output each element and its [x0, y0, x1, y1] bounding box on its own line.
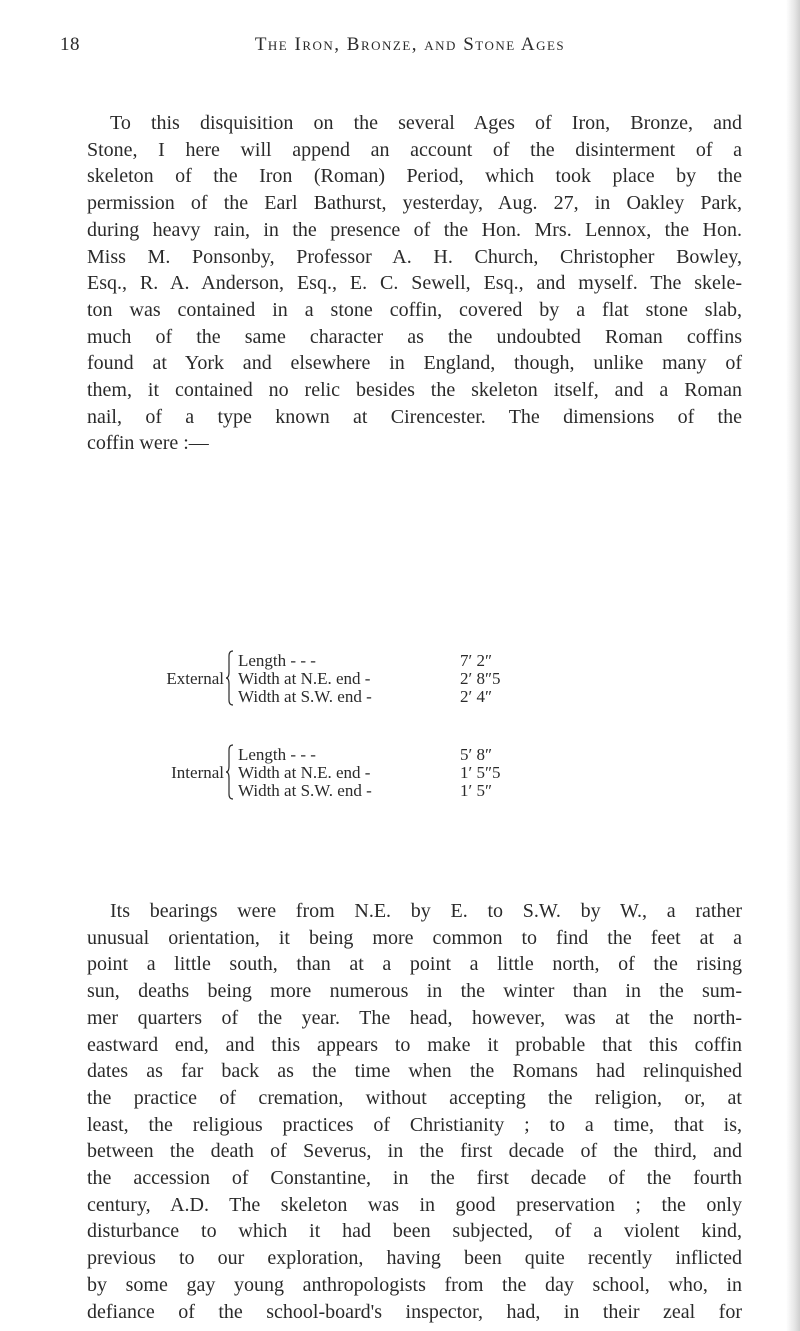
text-line: skeleton of the Iron (Roman) Period, which took place by the [87, 165, 742, 188]
text-line: eastward end, and this appears to make it probable that this coffin [87, 1033, 742, 1056]
text-line: Miss M. Ponsonby, Professor A. H. Church, Christopher Bowley, [87, 245, 742, 268]
internal-label: Internal [171, 763, 224, 782]
paragraph-bearings [87, 898, 742, 1325]
text-line: the practice of cremation, without accepting the religion, or, at [87, 1086, 742, 1109]
dimension-label: Width at S.W. end - [238, 781, 372, 800]
brace-icon [226, 744, 234, 800]
text-line: the accession of Constantine, in the first decade of the fourth [87, 1167, 742, 1190]
text-line: Its bearings were from N.E. by E. to S.W. by W., a rather [110, 900, 742, 922]
text-line: point a little south, than at a point a little north, of the rising [87, 953, 742, 976]
page-edge-shadow [786, 0, 800, 1331]
text-line: coffin were :— [87, 432, 209, 455]
text-line: during heavy rain, in the presence of the Hon. Mrs. Lennox, the Hon. [87, 218, 742, 241]
text-line: century, A.D. The skeleton was in good preservation ; the only [87, 1193, 742, 1216]
text-line: much of the same character as the undoubted Roman coffins [87, 325, 742, 348]
dimension-label: Width at N.E. end - [238, 763, 371, 782]
text-line: previous to our exploration, having been quite recently inflicted [87, 1247, 742, 1270]
external-label: External [166, 669, 224, 688]
text-line: Stone, I here will append an account of the disinterment of a [87, 138, 742, 161]
brace-icon [226, 650, 234, 706]
paragraph-intro [87, 110, 742, 457]
dimension-value: 1′ 5″ [460, 781, 493, 800]
dimension-value: 5′ 8″ [460, 745, 493, 764]
text-line: defiance of the school-board's inspector, had, in their zeal for [87, 1300, 742, 1323]
text-line: mer quarters of the year. The head, however, was at the north- [87, 1006, 742, 1029]
text-line: permission of the Earl Bathurst, yesterday, Aug. 27, in Oakley Park, [87, 192, 742, 215]
dimension-label: Width at S.W. end - [238, 687, 372, 706]
text-line: Esq., R. A. Anderson, Esq., E. C. Sewell, Esq., and myself. The skele- [87, 272, 742, 295]
page-number: 18 [60, 34, 80, 55]
text-line: found at York and elsewhere in England, though, unlike many of [87, 352, 742, 375]
text-line: nail, of a type known at Cirencester. The dimensions of the [87, 405, 742, 428]
text-line: them, it contained no relic besides the skeleton itself, and a Roman [87, 379, 742, 402]
dimension-label: Width at N.E. end - [238, 669, 371, 688]
dimension-label: Length - - - [238, 745, 316, 764]
text-line: by some gay young anthropologists from the day school, who, in [87, 1273, 742, 1296]
text-line: dates as far back as the time when the Romans had relinquished [87, 1060, 742, 1083]
text-line: least, the religious practices of Christianity ; to a time, that is, [87, 1113, 742, 1136]
page-header [60, 34, 760, 64]
text-line: between the death of Severus, in the first decade of the third, and [87, 1140, 742, 1163]
running-title: The Iron, Bronze, and Stone Ages [254, 34, 566, 55]
text-line: To this disquisition on the several Ages of Iron, Bronze, and [110, 112, 742, 134]
text-line: ton was contained in a stone coffin, covered by a flat stone slab, [87, 298, 742, 321]
text-line: sun, deaths being more numerous in the winter than in the sum- [87, 980, 742, 1003]
dimension-value: 7′ 2″ [460, 651, 493, 670]
dimension-value: 2′ 8″5 [460, 669, 501, 688]
dimension-label: Length - - - [238, 651, 316, 670]
dimension-value: 1′ 5″5 [460, 763, 501, 782]
text-line: disturbance to which it had been subjected, of a violent kind, [87, 1220, 742, 1243]
text-line: unusual orientation, it being more common to find the feet at a [87, 926, 742, 949]
dimension-value: 2′ 4″ [460, 687, 493, 706]
